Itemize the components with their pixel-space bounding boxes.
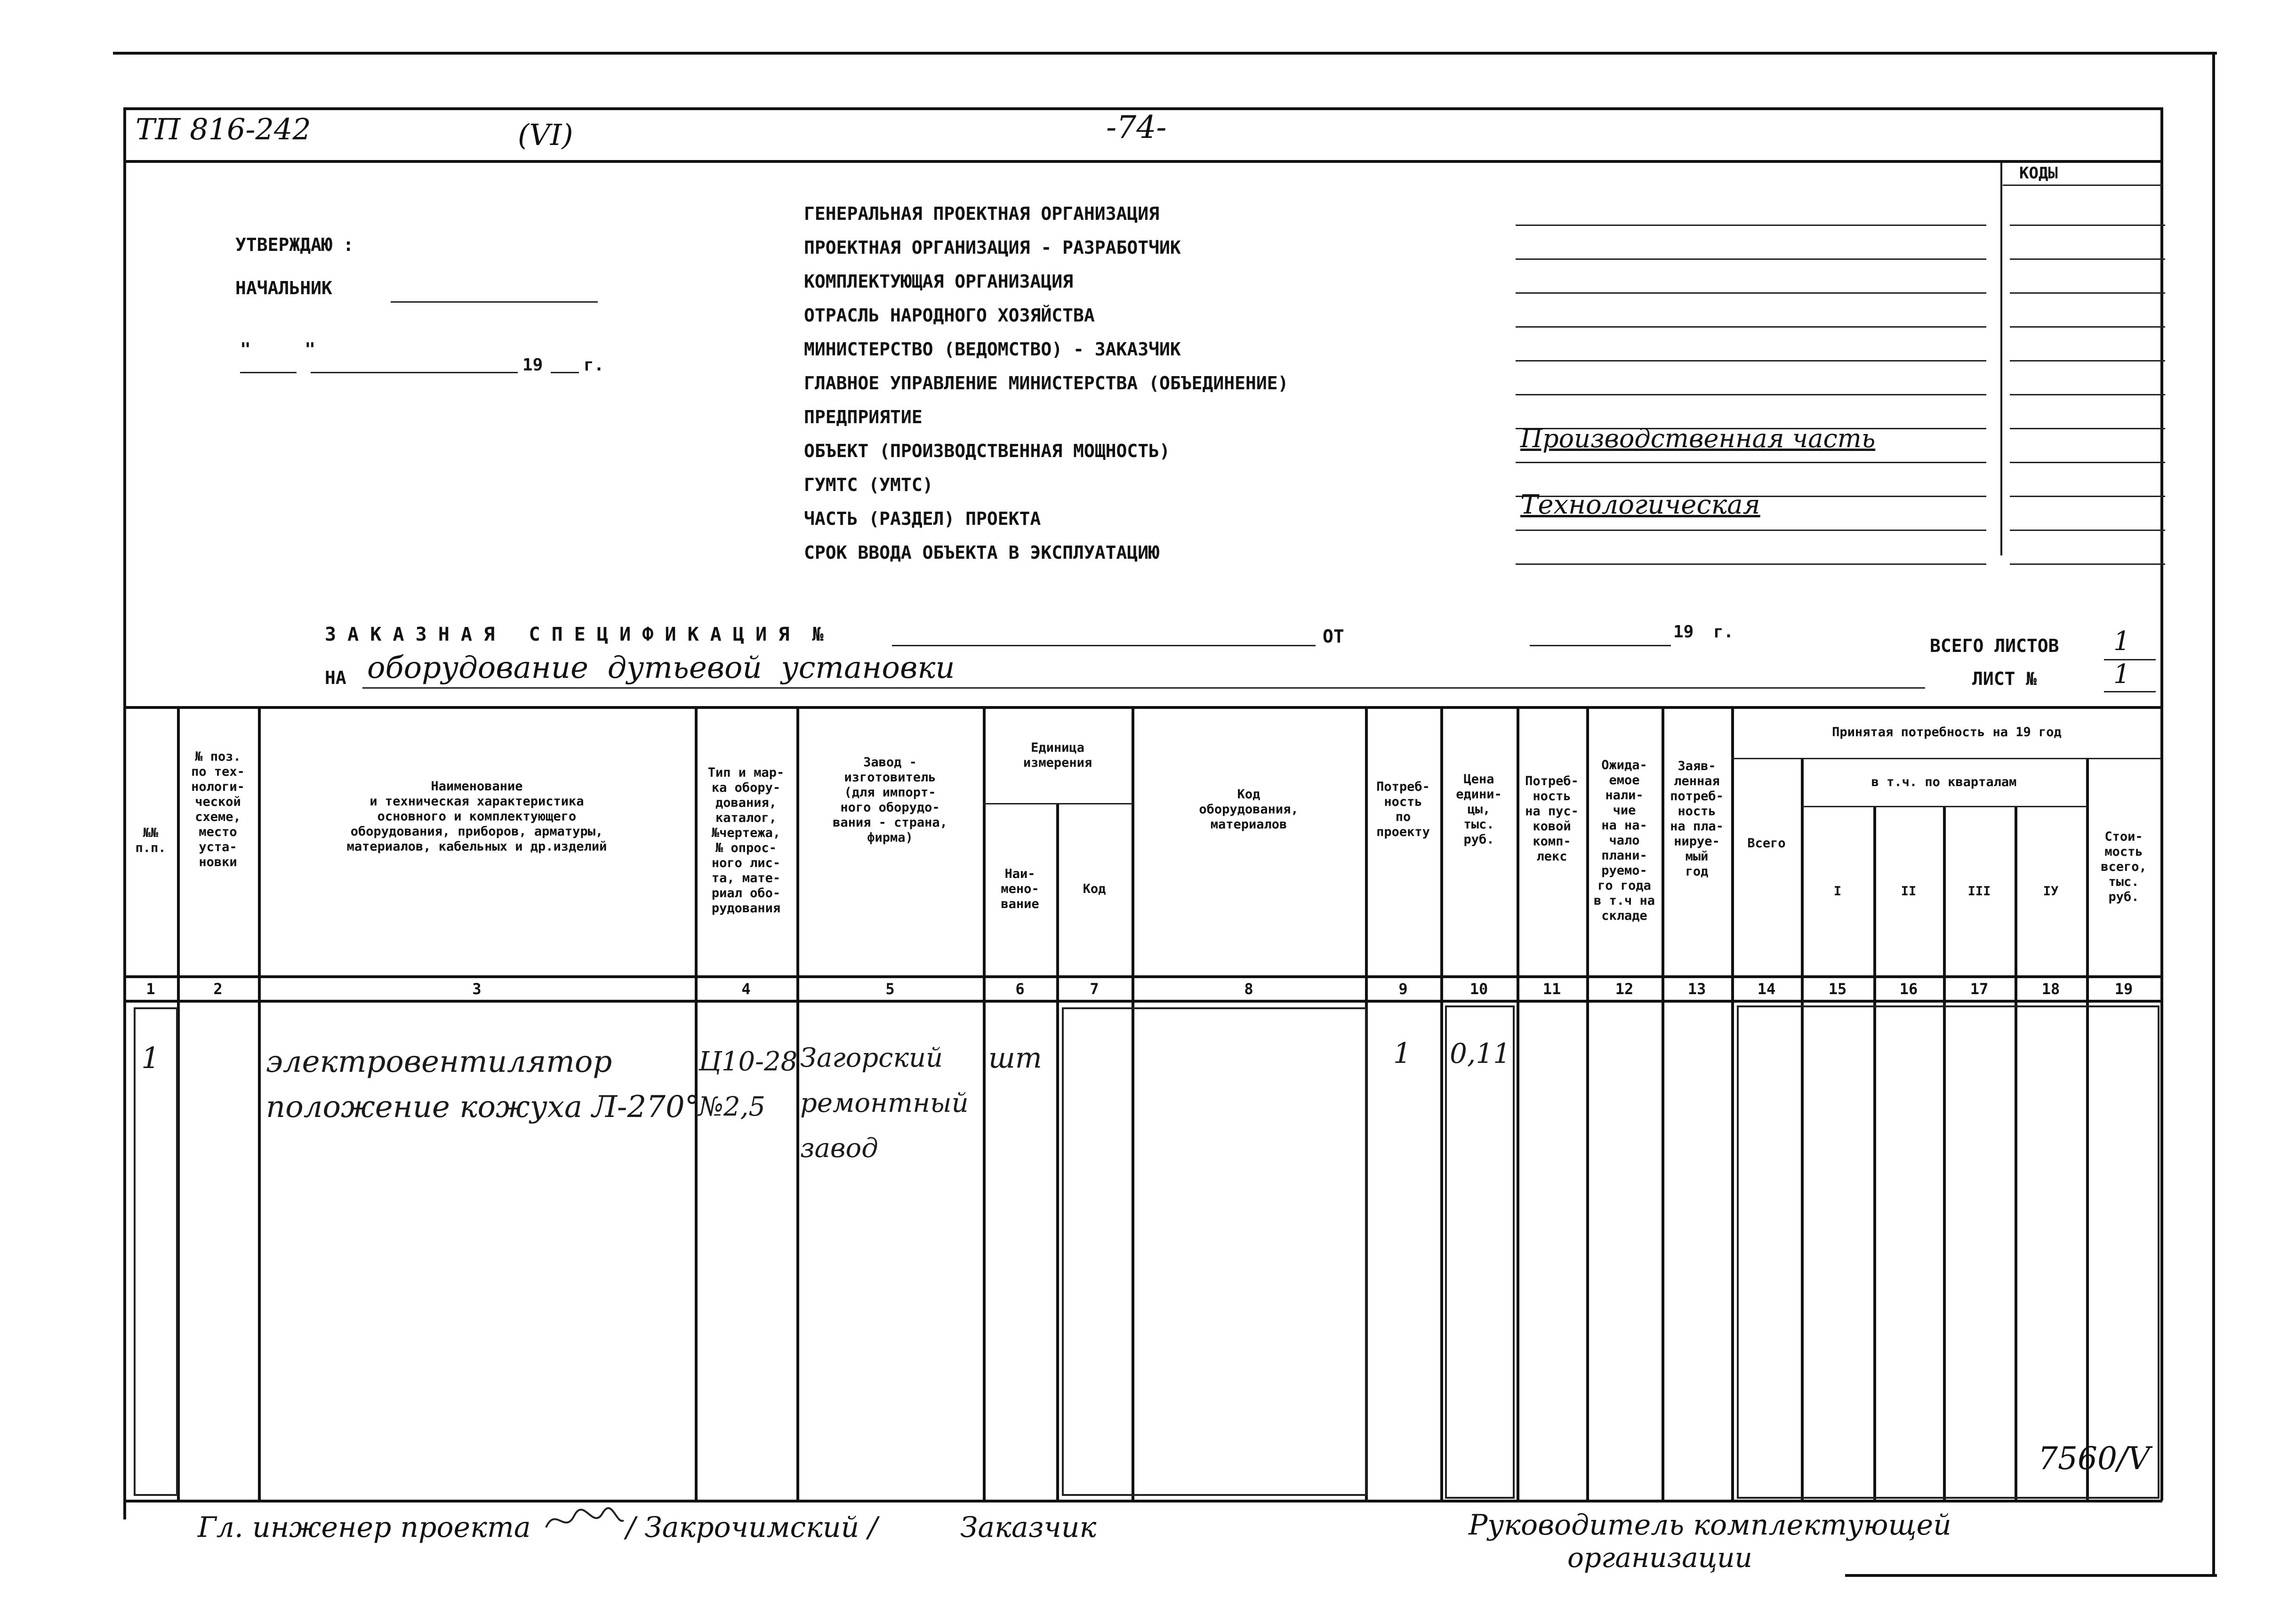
codes-label: КОДЫ xyxy=(2019,164,2058,183)
total-sheets-label: ВСЕГО ЛИСТОВ xyxy=(1930,635,2059,656)
header-q3: III xyxy=(1967,884,1991,899)
header-price: Цена едини- цы, тыс. руб. xyxy=(1456,772,1502,847)
answer-line xyxy=(1516,231,1986,265)
code-line xyxy=(2010,468,2165,502)
code-line xyxy=(2010,197,2165,231)
spec-year-suffix: г. xyxy=(1713,622,1734,642)
header-need-startup: Потреб- ность на пус- ковой комп- лекс xyxy=(1525,774,1579,864)
volume-label: (VI) xyxy=(518,118,573,152)
spec-subject: оборудование дутьевой установки xyxy=(367,651,955,685)
row-1-num: 1 xyxy=(141,1041,160,1075)
colnum-9: 9 xyxy=(1398,980,1408,998)
row-1-type: Ц10-28 №2,5 xyxy=(698,1046,798,1122)
engineer-name: / Закрочимский / xyxy=(626,1511,878,1544)
colnum-17: 17 xyxy=(1970,980,1989,998)
supplier-org-label: организации xyxy=(1567,1542,1752,1574)
colnum-11: 11 xyxy=(1542,980,1561,998)
answer-line xyxy=(1516,197,1986,231)
colnum-18: 18 xyxy=(2041,980,2060,998)
colnum-5: 5 xyxy=(885,980,895,998)
date-month-line xyxy=(311,372,518,373)
total-sheets-value: 1 xyxy=(2113,626,2130,657)
org-field-deadline: СРОК ВВОДА ОБЪЕКТА В ЭКСПЛУАТАЦИЮ xyxy=(804,542,1159,563)
header-need-project: Потреб- ность по проекту xyxy=(1376,779,1430,839)
header-total: Всего xyxy=(1747,836,1786,851)
approval-year-suffix: г. xyxy=(584,355,604,375)
row-1-qty: 1 xyxy=(1393,1037,1412,1070)
org-field-ministry: МИНИСТЕРСТВО (ВЕДОМСТВО) - ЗАКАЗЧИК xyxy=(804,339,1181,360)
answer-line xyxy=(1516,265,1986,298)
page-number: -74- xyxy=(1106,109,1167,145)
row-1-unit: шт xyxy=(988,1042,1042,1075)
header-num: №№ п.п. xyxy=(135,826,166,855)
accepted-inner-box xyxy=(1737,1005,2160,1499)
doc-code: ТП 816-242 xyxy=(136,112,311,146)
approval-year: 19 xyxy=(522,355,543,375)
date-quotes: " " xyxy=(240,339,316,360)
sheet-label: ЛИСТ № xyxy=(1972,668,2037,689)
spec-on-label: НА xyxy=(325,667,346,688)
colnum-13: 13 xyxy=(1687,980,1706,998)
colnum-10: 10 xyxy=(1469,980,1488,998)
colnum-2: 2 xyxy=(213,980,223,998)
price-inner-box xyxy=(1445,1005,1515,1499)
row-1-price: 0,11 xyxy=(1450,1037,1511,1069)
supplier-head-label: Руководитель комплектующей xyxy=(1469,1509,1951,1542)
header-q2: II xyxy=(1901,884,1917,899)
header-equipment-code: Код оборудования, материалов xyxy=(1199,787,1299,832)
org-field-developer: ПРОЕКТНАЯ ОРГАНИЗАЦИЯ - РАЗРАБОТЧИК xyxy=(804,237,1181,258)
archive-stamp: 7560/V xyxy=(2038,1440,2150,1477)
code-line xyxy=(2010,332,2165,366)
header-maker: Завод - изготовитель (для импорт- ного оборудо- вания - страна, фирма) xyxy=(833,755,947,845)
spec-title: З А К А З Н А Я С П Е Ц И Ф И К А Ц И Я № xyxy=(325,624,824,645)
row-1-name: электровентилятор положение кожуха Л-270° xyxy=(266,1045,700,1125)
accepted-group-rule xyxy=(1731,758,2161,759)
object-value: Производственная часть xyxy=(1520,424,1876,453)
header-accepted-group: Принятая потребность на 19 год xyxy=(1832,725,2062,739)
header-unit-group: Единица измерения xyxy=(1023,740,1092,770)
colnum-14: 14 xyxy=(1757,980,1776,998)
chief-signature-line xyxy=(391,301,598,303)
colnum-8: 8 xyxy=(1244,980,1253,998)
org-field-part: ЧАСТЬ (РАЗДЕЛ) ПРОЕКТА xyxy=(804,508,1041,529)
code-lines xyxy=(2010,197,2165,570)
colnum-16: 16 xyxy=(1899,980,1918,998)
colnum-7: 7 xyxy=(1090,980,1099,998)
bottom-rule xyxy=(1845,1574,2217,1577)
code-line xyxy=(2010,502,2165,536)
spec-subject-line xyxy=(362,687,1925,689)
org-field-enterprise: ПРЕДПРИЯТИЕ xyxy=(804,407,923,427)
approve-label: УТВЕРЖДАЮ : xyxy=(235,234,354,255)
answer-line xyxy=(1516,332,1986,366)
colnum-1: 1 xyxy=(146,980,155,998)
org-field-general: ГЕНЕРАЛЬНАЯ ПРОЕКТНАЯ ОРГАНИЗАЦИЯ xyxy=(804,203,1159,224)
chief-label: НАЧАЛЬНИК xyxy=(235,278,332,298)
header-expected: Ожида- емое нали- чие на на- чало плани- руемо- го года в т.ч на складе xyxy=(1593,758,1655,923)
codes-top-line xyxy=(2003,185,2163,186)
codes-divider xyxy=(2000,160,2002,555)
form-bottom xyxy=(123,1500,2162,1503)
colnum-15: 15 xyxy=(1828,980,1847,998)
customer-label: Заказчик xyxy=(960,1511,1097,1544)
approval-year-line xyxy=(551,372,579,373)
header-quarters-group: в т.ч. по кварталам xyxy=(1871,775,2017,789)
sheet-value: 1 xyxy=(2113,659,2130,690)
org-fields xyxy=(804,197,1463,570)
code-line xyxy=(2010,536,2165,570)
sheet-line xyxy=(2104,691,2156,692)
header-type: Тип и мар- ка обору- дования, каталог, №чертежа, № опрос- ного лис- та, мате- риал обо- рудования xyxy=(707,765,785,916)
code-line xyxy=(2010,434,2165,468)
spec-number-line xyxy=(892,645,1316,646)
org-field-supplier: КОМПЛЕКТУЮЩАЯ ОРГАНИЗАЦИЯ xyxy=(804,271,1073,292)
org-field-main-department: ГЛАВНОЕ УПРАВЛЕНИЕ МИНИСТЕРСТВА (ОБЪЕДИНЕНИЕ) xyxy=(804,373,1289,394)
spec-from-label: ОТ xyxy=(1323,626,1344,647)
header-band-rule xyxy=(123,160,2162,163)
code-line xyxy=(2010,400,2165,434)
header-name: Наименование и техническая характеристика основного и комплектующего оборудования, приборов, арматуры, материалов, кабельных и др.изделий xyxy=(346,779,607,854)
org-field-gumts: ГУМТС (УМТС) xyxy=(804,474,933,495)
colnum-19: 19 xyxy=(2114,980,2133,998)
colnum-3: 3 xyxy=(472,980,482,998)
row-1-maker: Загорский ремонтный завод xyxy=(800,1043,969,1164)
header-unit-name: Наи- мено- вание xyxy=(1001,867,1039,911)
colnum-4: 4 xyxy=(741,980,751,998)
org-field-industry: ОТРАСЛЬ НАРОДНОГО ХОЗЯЙСТВА xyxy=(804,305,1095,326)
org-field-object: ОБЪЕКТ (ПРОИЗВОДСТВЕННАЯ МОЩНОСТЬ) xyxy=(804,441,1170,461)
part-value: Технологическая xyxy=(1520,490,1760,520)
header-declared: Заяв- ленная потреб- ность на пла- нируе- мый год xyxy=(1670,759,1724,879)
spec-date-line xyxy=(1530,645,1671,646)
header-unit-code: Код xyxy=(1083,882,1106,896)
code-line xyxy=(2010,366,2165,400)
code-line xyxy=(2010,298,2165,332)
chief-engineer-label: Гл. инженер проекта xyxy=(198,1511,531,1544)
quarters-group-rule xyxy=(1801,806,2087,807)
code-inner-box xyxy=(1062,1007,1367,1496)
header-q4: IУ xyxy=(2043,884,2059,899)
header-cost: Стои- мость всего, тыс. руб. xyxy=(2101,829,2147,904)
engineer-signature xyxy=(541,1502,626,1539)
header-position: № поз. по тех- нологи- ческой схеме, место уста- новки xyxy=(191,749,245,869)
date-day-line xyxy=(240,372,297,373)
answer-line xyxy=(1516,536,1986,570)
code-line xyxy=(2010,231,2165,265)
code-line xyxy=(2010,265,2165,298)
colnum-6: 6 xyxy=(1015,980,1025,998)
header-q1: I xyxy=(1833,884,1842,899)
spec-year: 19 xyxy=(1673,622,1694,642)
answer-line xyxy=(1516,366,1986,400)
colnum-12: 12 xyxy=(1615,980,1634,998)
right-rule xyxy=(2212,52,2215,1577)
answer-line xyxy=(1516,298,1986,332)
top-rule xyxy=(113,52,2217,55)
